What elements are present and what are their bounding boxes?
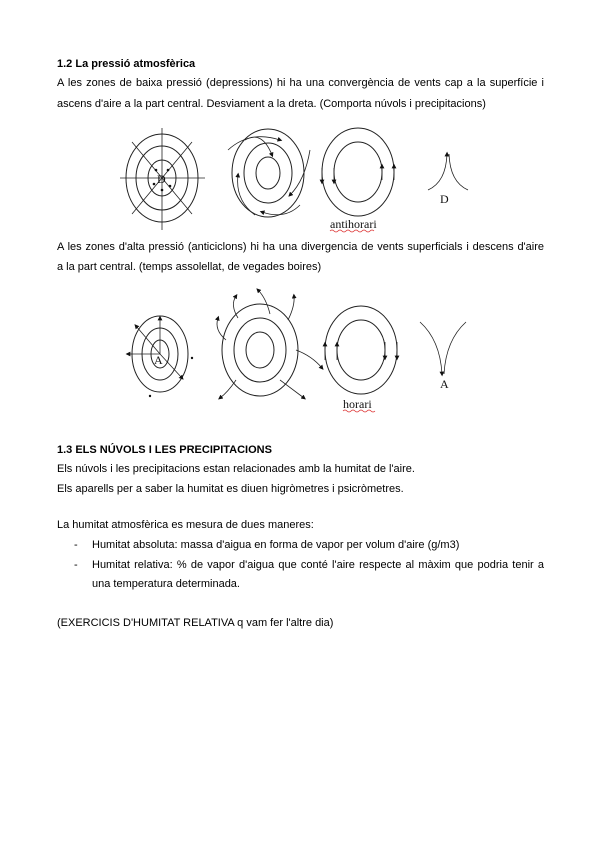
high-pressure-text-line1: A les zones d'alta pressió (anticiclons) hi ha una divergencia de vents superficials i descens d'aire — [57, 241, 544, 253]
high-rotation-figure — [325, 306, 397, 412]
low-rotation-caption: antihorari — [330, 217, 377, 231]
low-updraft-figure — [428, 154, 468, 206]
high-pressure-diagram — [0, 282, 600, 417]
low-corner-letter: D — [440, 192, 449, 206]
exercise-note: (EXERCICIS D'HUMITAT RELATIVA q vam fer l'altre dia) — [57, 617, 334, 629]
high-divergence-figure — [128, 316, 193, 397]
high-corner-letter: A — [440, 377, 449, 391]
clouds-text-line2: Els aparells per a saber la humitat es diuen higròmetres i psicròmetres. — [57, 483, 404, 495]
bullet-absolute-humidity: Humitat absoluta: massa d'aigua en forma de vapor per volum d'aire (g/m3) — [92, 539, 460, 551]
high-downdraft-figure — [420, 322, 466, 391]
low-pressure-text-line2: ascens d'aire a la part central. Desviament a la dreta. (Comporta núvols i precipitacions) — [57, 98, 486, 110]
high-center-letter: A — [154, 353, 163, 367]
high-rotation-caption: horari — [343, 397, 372, 411]
bullet-relative-humidity-line1: Humitat relativa: % de vapor d'aigua que conté l'aire respecte al màxim que podria tenir a — [92, 559, 544, 571]
section-heading-pressure: 1.2 La pressió atmosfèrica — [57, 58, 196, 70]
high-pressure-text-line2: a la part central. (temps assolellat, de vegades boires) — [57, 261, 322, 273]
clouds-text-line1: Els núvols i les precipitacions estan relacionades amb la humitat de l'aire. — [57, 463, 415, 475]
high-spiral-figure — [217, 290, 322, 398]
low-pressure-text-line1: A les zones de baixa pressió (depressions) hi ha una convergència de vents cap a la superfície i — [57, 77, 544, 89]
humidity-intro: La humitat atmosfèrica es mesura de dues maneres: — [57, 519, 314, 531]
bullet-marker: - — [74, 539, 78, 551]
low-convergence-figure — [120, 128, 205, 230]
bullet-relative-humidity-line2: una temperatura determinada. — [92, 578, 240, 590]
low-spiral-figure — [228, 129, 310, 217]
low-pressure-diagram — [0, 118, 600, 238]
section-heading-clouds: 1.3 ELS NÚVOLS I LES PRECIPITACIONS — [57, 444, 272, 456]
low-center-letter: D — [157, 172, 166, 186]
low-rotation-figure — [322, 128, 394, 232]
bullet-marker: - — [74, 559, 78, 571]
